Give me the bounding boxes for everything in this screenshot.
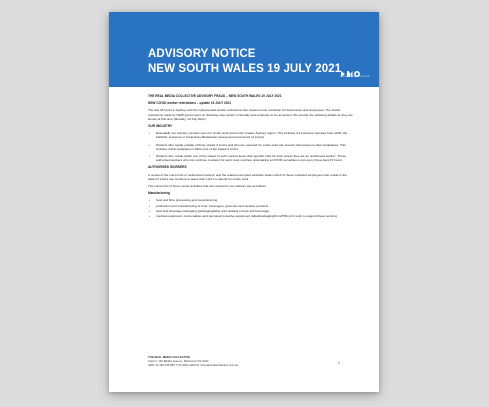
manufacturing-bullet: › production and manufacturing of food, beverages, groceries and sanitary products (148, 204, 354, 208)
authorised-paragraph: A review of the current list of 'authorised workers' and the related exempted activities states which of those impacted employees who reside in the stated 3 LGA's can continue to leave their LGA's to attend for onsite work. (148, 172, 347, 181)
our-industry-heading: OUR INDUSTRY (148, 124, 173, 129)
manufacturing-list (148, 198, 354, 218)
manufacturing-heading: Manufacturing (148, 191, 170, 196)
sector-intro-paragraph: The current list of those sector activities that are relevant to our industry are as follows: (148, 184, 267, 189)
logo-text: THE REAL MEDIA COLLECTIVE (340, 76, 370, 78)
page-number: 1 (338, 361, 340, 365)
document-heading: THE REAL MEDIA COLLECTIVE ADVISORY FRAUD – NEW SOUTH WALES 19 JULY 2021 (148, 94, 282, 98)
industry-list (148, 131, 354, 162)
intro-paragraph: The last 48 hours in Sydney and the implemented worker restrictions has caused some confusion for businesses and employees. The stated restrictions made by NSW government on Saturday was varied on Sunday and continues to be amended. We provide the following details as they are known at this time (Monday, 19 July 2021). (148, 108, 353, 121)
industry-bullet: › Essentially our industry remains open for onsite work across the Greater Sydney region. This includes if a business operates from within the Fairfield, Liverpool or Canterbury-Bankstown local government areas (3 LGA's). (148, 131, 354, 139)
footer-org: THE REAL MEDIA COLLECTIVE (148, 355, 191, 359)
manufacturing-bullet: › medical equipment, consumables and personal protective equipment (label/packaging/form/PPE print work to support these sectors) (148, 214, 354, 218)
manufacturing-bullet: › food and fibre processing and manufacturing (148, 198, 354, 202)
footer-address: Suite 6, 191 Bankly Avenue, Richmond VIC 3121 (148, 358, 209, 363)
industry-bullet: › Workers who reside outside of those stated 3 LGA's and who are required for onsite work can present themselves to their workplaces. This includes if that workplace is within one of the stated 3 LGA's. (148, 143, 354, 151)
title-line-2: NEW SOUTH WALES 19 JULY 2021 (148, 63, 342, 75)
document-footer (148, 356, 348, 367)
footer-contact: ABN: 13 192 235 550 T: 03 9421 2200 W: therealmediacollective.com.au (148, 362, 239, 367)
manufacturing-bullet: › food and beverage packaging (packaging/label print relating to food and beverage) (148, 209, 354, 213)
authorised-heading: AUTHORISED WORKERS (148, 165, 187, 170)
document-page (109, 12, 379, 392)
covid-heading: NSW COVID worker restrictions – update 19 JULY 2021 (148, 101, 232, 106)
industry-bullet: › Workers who reside within one of the stated 3 LGA's cannot leave their specific LGA for work unless they are an 'authorised worker'. These authorised workers who can continue to attend for work must continue undertaking a COVID surveillance test every three days/72 hours. (148, 154, 354, 162)
document-body (148, 94, 354, 221)
title-line-1: ADVISORY NOTICE (148, 48, 256, 60)
header-banner (109, 12, 379, 87)
brand-logo (340, 66, 370, 80)
